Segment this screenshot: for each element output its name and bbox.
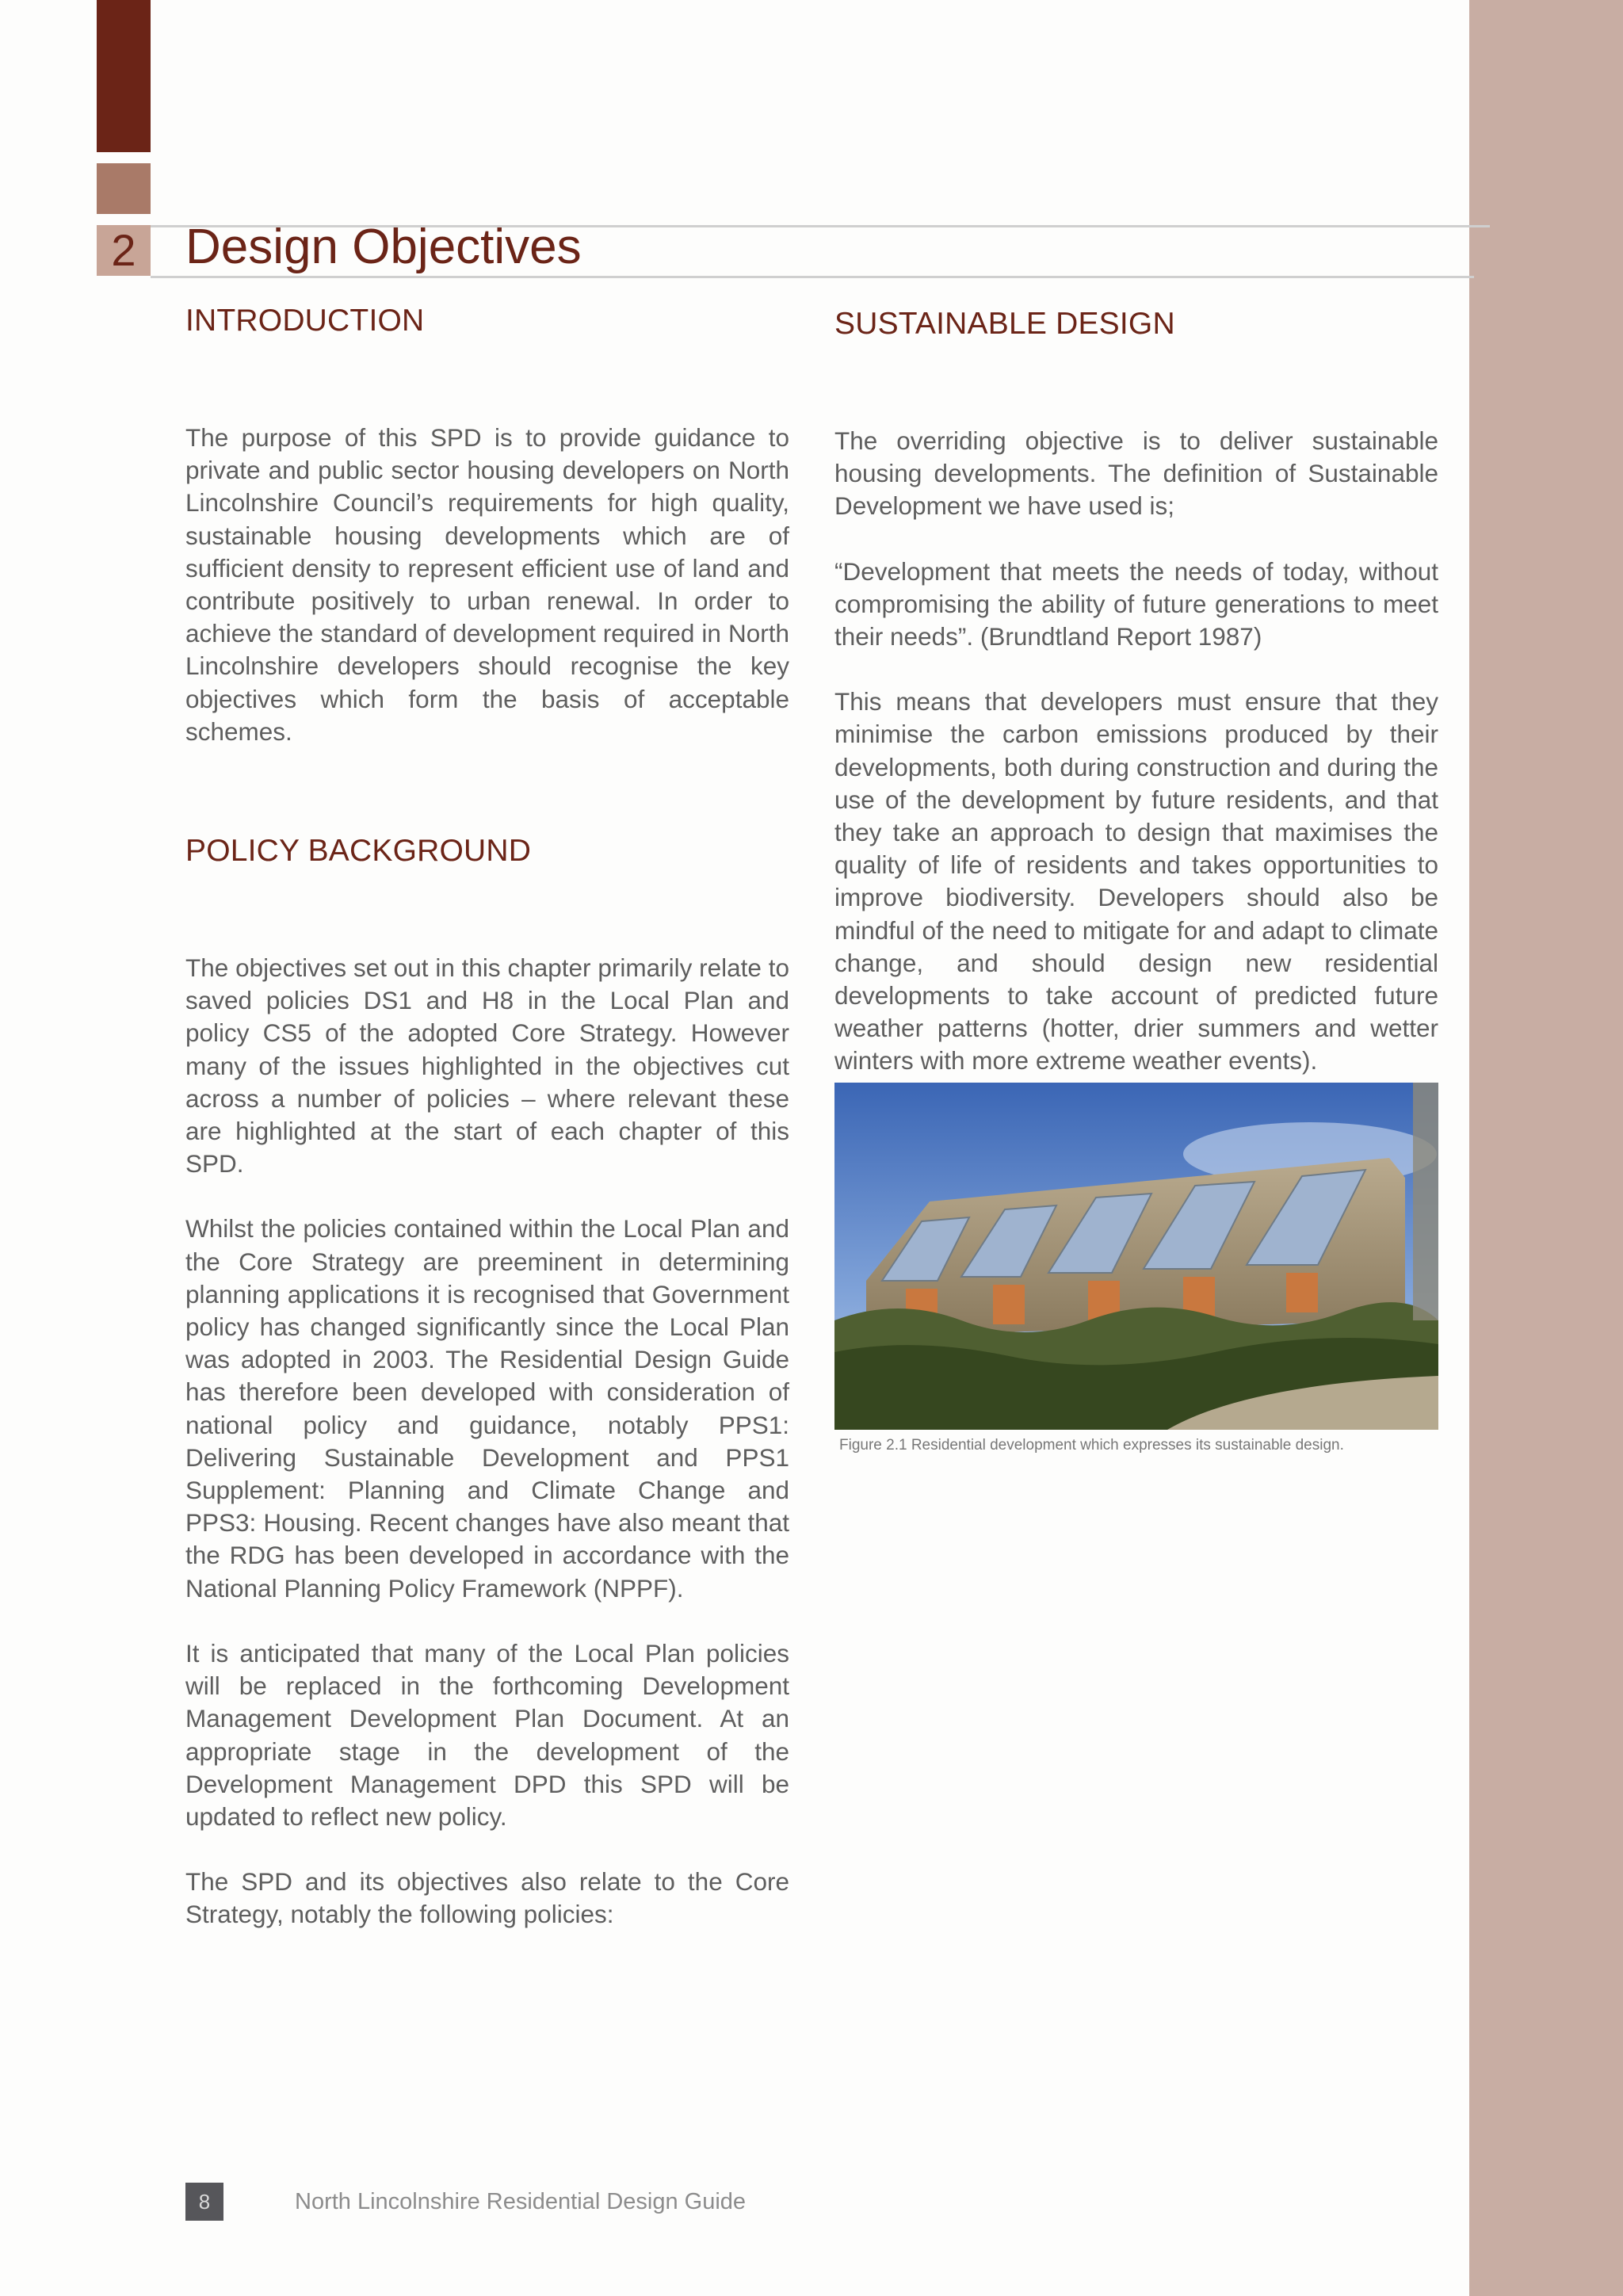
housing-photo-illustration	[834, 1083, 1438, 1430]
chapter-number: 2	[97, 225, 151, 276]
policy-background-heading: POLICY BACKGROUND	[185, 834, 532, 869]
introduction-heading: INTRODUCTION	[185, 304, 425, 338]
right-column	[834, 304, 1438, 1455]
sustainable-design-heading: SUSTAINABLE DESIGN	[834, 307, 1175, 341]
chapter-tab-dark	[97, 0, 151, 152]
page-number: 8	[185, 2183, 223, 2221]
policy-paragraph: It is anticipated that many of the Local Plan policies will be replaced in the forthcoming Development Management Development Plan Document. At an appropriate stage in the development of the Development Management DPD this SPD will be updated to reflect new policy.	[185, 1638, 789, 1831]
figure-caption: Figure 2.1 Residential development which expresses its sustainable design.	[839, 1436, 1344, 1454]
policy-paragraph: Whilst the policies contained within the Local Plan and the Core Strategy are preeminent in determining planning applications it is recognised that Government policy has changed significantly since the Local Plan was adopted in 2003. The Residential Design Guide has therefore been developed with consideration of national policy and guidance, notably PPS1: Delivering Sustainable Development and PPS1 Supplement: Planning and Climate Change and PPS3: Housing. Recent changes have also meant that the RDG has been developed in accordance with the National Planning Policy Framework (NPPF).	[185, 1214, 789, 1603]
footer-document-title: North Lincolnshire Residential Design Guide	[295, 2189, 747, 2214]
chapter-title: Design Objectives	[185, 220, 582, 274]
chapter-tab-mid	[97, 163, 151, 214]
sustainable-paragraph: The overriding objective is to deliver sustainable housing developments. The definition of Sustainable Development we have used is;	[834, 426, 1438, 521]
left-column	[185, 301, 789, 1931]
side-band	[1469, 0, 1623, 2296]
sustainable-paragraph: This means that developers must ensure that they minimise the carbon emissions produced by their developments, both during construction and during the use of the development by future residents, and that they take an approach to design that maximises the quality of life of residents and takes opportunities to improve biodiversity. Developers should also be mindful of the need to mitigate for and adapt to climate change, and should design new residential developments to take account of predicted future weather patterns (hotter, drier summers and wetter winters with more extreme weather events).	[834, 687, 1438, 1075]
brundtland-quote: “Development that meets the needs of today, without compromising the ability of future generations to meet their needs”. (Brundtland Report 1987)	[834, 556, 1438, 651]
policy-paragraph: The objectives set out in this chapter primarily relate to saved policies DS1 and H8 in the Local Plan and policy CS5 of the adopted Core Strategy. However many of the issues highlighted in the objectives cut across a number of policies – where relevant these are highlighted at the start of each chapter of this SPD.	[185, 953, 789, 1179]
introduction-paragraph: The purpose of this SPD is to provide guidance to private and public sector housing developers on North Lincolnshire Council’s requirements for high quality, sustainable housing developments which are of sufficient density to represent efficient use of land and contribute positively to urban renewal. In order to achieve the standard of development required in North Lincolnshire developers should recognise the key objectives which form the basis of acceptable schemes.	[185, 423, 789, 746]
figure-photo	[834, 1083, 1438, 1430]
policy-paragraph: The SPD and its objectives also relate to the Core Strategy, notably the following policies:	[185, 1867, 789, 1929]
